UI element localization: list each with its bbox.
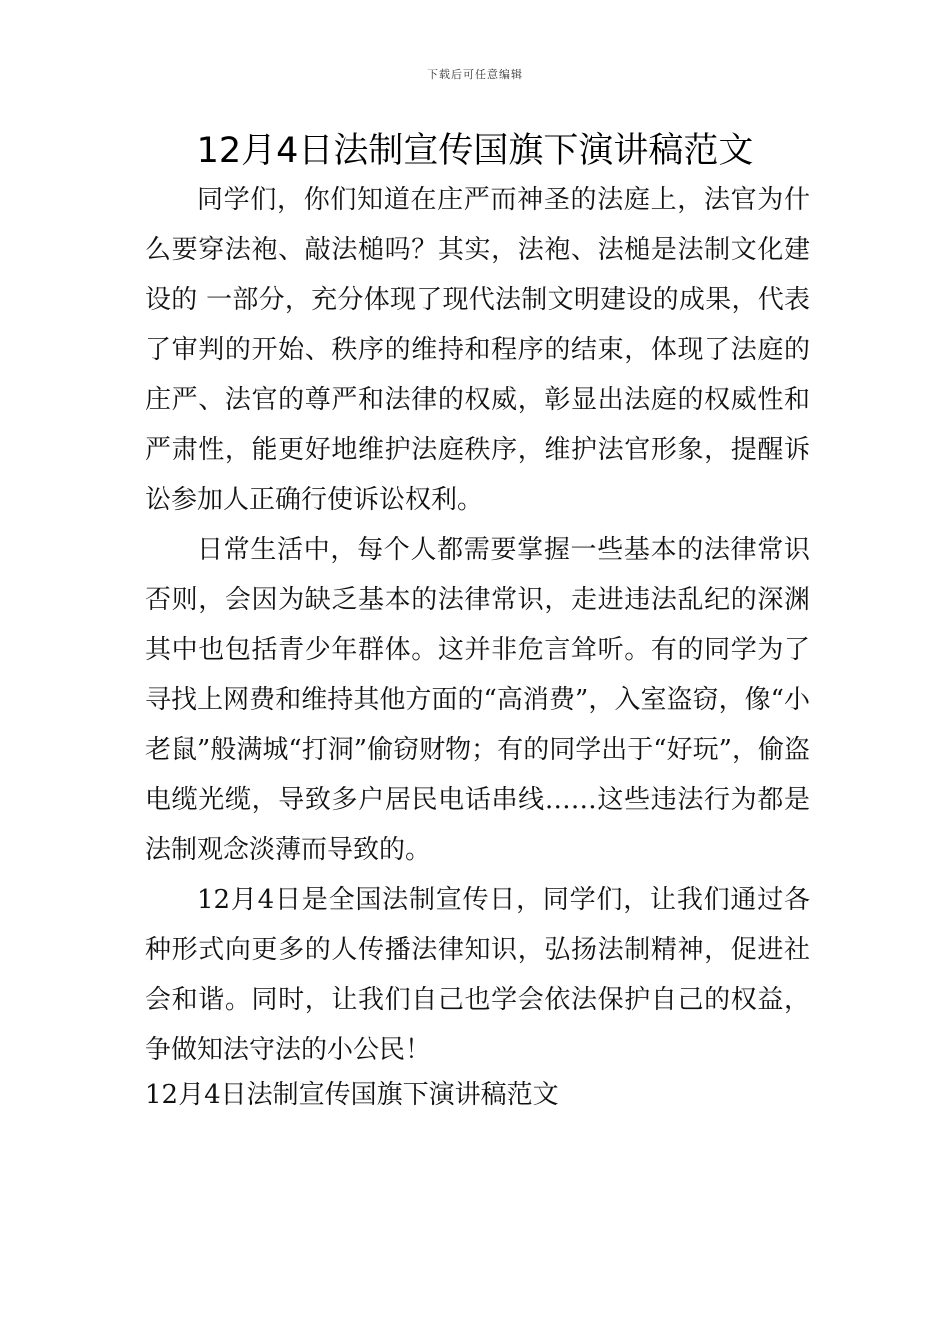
paragraph-2: 日常生活中，每个人都需要掌握一些基本的法律常识否则，会因为缺乏基本的法律常识，走进违法乱纪的深渊其中也包括青少年群体。这并非危言耸听。有的同学为了寻找上网费和维持其他方面的“高消费”，入室盗窃，像“小老鼠”般满城“打洞”偷窃财物；有的同学出于“好玩”，偷盗电缆光缆，导致多户居民电话串线……这些违法行为都是法制观念淡薄而导致的。 bbox=[145, 535, 810, 865]
footer-title: 12月4日法制宣传国旗下演讲稿范文 bbox=[145, 1080, 559, 1110]
document-title: 12月4日法制宣传国旗下演讲稿范文 bbox=[196, 131, 754, 171]
paragraph-3: 12月4日是全国法制宣传日，同学们，让我们通过各种形式向更多的人传播法律知识，弘扬法制精神，促进社会和谐。同时，让我们自己也学会依法保护自己的权益，争做知法守法的小公民！ bbox=[145, 885, 810, 1065]
document-body bbox=[145, 175, 810, 1075]
header-note: 下载后可任意编辑 bbox=[427, 68, 523, 81]
paragraph-1: 同学们，你们知道在庄严而神圣的法庭上，法官为什么要穿法袍、敲法槌吗？其实，法袍、法槌是法制文化建设的 一部分，充分体现了现代法制文明建设的成果，代表了审判的开始、秩序的维持和程序的结束，体现了法庭的庄严、法官的尊严和法律的权威，彰显出法庭的权威性和严肃性，能更好地维护法庭秩序，维护法官形象，提醒诉讼参加人正确行使诉讼权利。 bbox=[145, 185, 810, 515]
